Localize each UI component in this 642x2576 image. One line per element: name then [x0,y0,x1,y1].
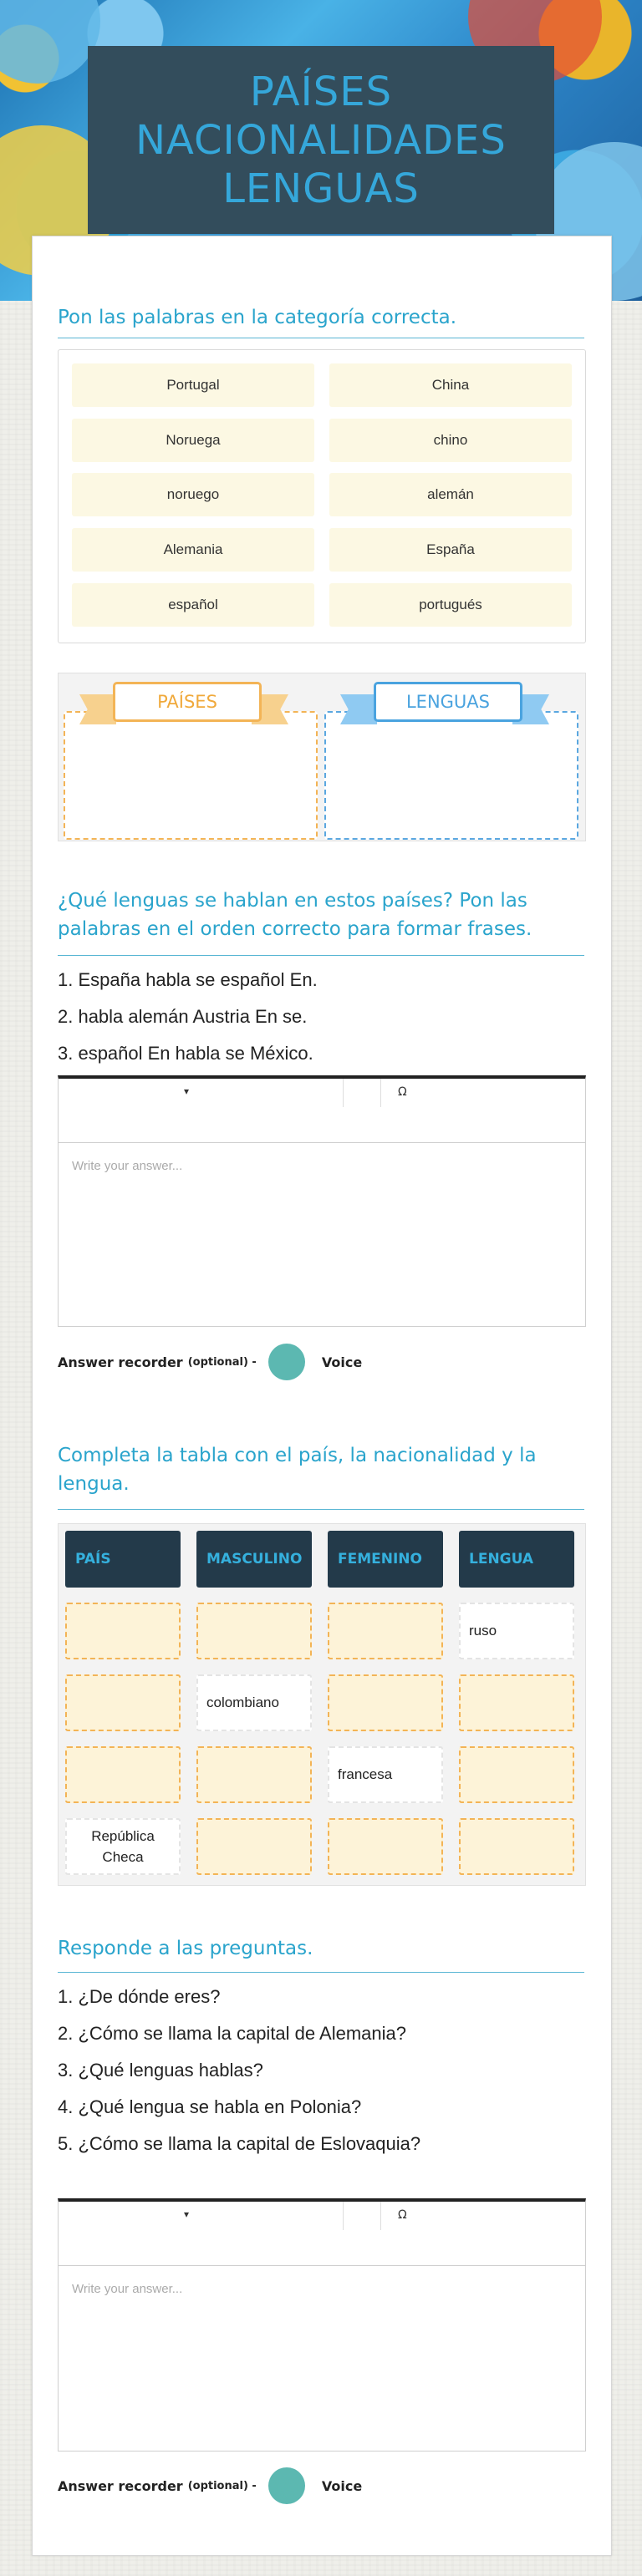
recorder-label: Answer recorder [58,1354,183,1370]
draggable-word[interactable]: noruego [72,473,314,516]
draggable-word[interactable]: Alemania [72,528,314,572]
table-cell: ruso [459,1603,574,1659]
section3-heading [58,1441,584,1498]
drop-cell[interactable] [196,1818,312,1875]
heading-line: lengua. [58,1473,130,1495]
divider [58,955,584,956]
divider [58,1972,584,1973]
question: 1. ¿De dónde eres? [58,1986,221,2007]
title-line: NACIONALIDADES [135,116,507,164]
question: 4. ¿Qué lengua se habla en Polonia? [58,2096,362,2117]
answer-editor [58,2198,586,2452]
draggable-word[interactable]: China [329,363,572,407]
answer-recorder [58,2467,362,2504]
section4-heading: Responde a las preguntas. [58,1938,313,1959]
heading-line: Completa la tabla con el país, la nacionalidad y la [58,1445,537,1466]
drop-cell[interactable] [65,1674,181,1731]
answer-textarea[interactable]: Write your answer... [72,2282,183,2296]
drop-zone-paises[interactable] [64,711,318,840]
toolbar-separator [343,2202,344,2230]
drop-cell[interactable] [459,1818,574,1875]
ribbon-tail [79,694,116,724]
drop-cell[interactable] [328,1603,443,1659]
heading-line: palabras en el orden correcto para formar frases. [58,918,532,940]
drop-cell[interactable] [65,1603,181,1659]
draggable-word[interactable]: español [72,583,314,627]
sentence: 1. España habla se español En. [58,969,318,990]
drop-zone-lenguas[interactable] [324,711,578,840]
drop-cell[interactable] [459,1746,574,1803]
heading-line: ¿Qué lenguas se hablan en estos países? Pon las [58,890,527,912]
category-title: LENGUAS [374,682,522,722]
answer-recorder [58,1344,362,1380]
divider [58,1509,584,1510]
worksheet-card [32,236,612,2556]
recorder-label: Answer recorder [58,2477,183,2494]
table-cell [65,1818,181,1875]
page-title [88,46,554,234]
category-title: PAÍSES [113,682,262,722]
editor-toolbar [59,1079,585,1143]
sentence: 2. habla alemán Austria En se. [58,1006,308,1027]
category-label-paises [79,682,305,728]
editor-toolbar [59,2202,585,2266]
recorder-optional: (optional) - [187,1355,257,1369]
section2-heading [58,887,584,943]
special-character-icon[interactable]: Ω [398,2208,407,2222]
question: 5. ¿Cómo se llama la capital de Eslovaquia? [58,2133,421,2154]
toolbar-separator [343,1079,344,1107]
toolbar-separator [380,2202,381,2230]
format-dropdown-icon[interactable]: ▾ [184,2208,190,2220]
draggable-word[interactable]: España [329,528,572,572]
category-label-lenguas [340,682,566,728]
question: 3. ¿Qué lenguas hablas? [58,2060,263,2081]
title-line: LENGUAS [222,165,420,212]
question: 2. ¿Cómo se llama la capital de Alemania? [58,2023,406,2044]
sentence: 3. español En habla se México. [58,1043,313,1064]
record-button[interactable] [268,1344,305,1380]
voice-label: Voice [321,2477,363,2494]
table-cell: colombiano [196,1674,312,1731]
drop-cell[interactable] [328,1674,443,1731]
draggable-word[interactable]: Noruega [72,419,314,462]
word-bank [58,349,586,643]
recorder-optional: (optional) - [187,2479,257,2492]
drop-cell[interactable] [196,1746,312,1803]
column-header: LENGUA [459,1531,574,1588]
title-line: PAÍSES [249,68,393,115]
draggable-word[interactable]: chino [329,419,572,462]
answer-editor [58,1075,586,1327]
drop-cell[interactable] [459,1674,574,1731]
column-header: FEMENINO [328,1531,443,1588]
category-drop-area [58,673,586,841]
table-cell: francesa [328,1746,443,1803]
question-list [58,1979,593,2162]
globe-decoration [0,0,100,84]
cell-text: República Checa [91,1828,155,1865]
drop-cell[interactable] [328,1818,443,1875]
special-character-icon[interactable]: Ω [398,1085,407,1099]
column-header: PAÍS [65,1531,181,1588]
format-dropdown-icon[interactable]: ▾ [184,1085,190,1097]
voice-label: Voice [321,1354,363,1370]
ribbon-tail [340,694,377,724]
draggable-word[interactable]: Portugal [72,363,314,407]
record-button[interactable] [268,2467,305,2504]
drop-cell[interactable] [65,1746,181,1803]
drop-cell[interactable] [196,1603,312,1659]
draggable-word[interactable]: alemán [329,473,572,516]
section1-heading: Pon las palabras en la categoría correcta. [58,307,457,328]
sentence-list [58,962,593,1072]
draggable-word[interactable]: portugués [329,583,572,627]
column-header: MASCULINO [196,1531,312,1588]
completion-table [58,1523,586,1886]
answer-textarea[interactable]: Write your answer... [72,1159,183,1173]
toolbar-separator [380,1079,381,1107]
